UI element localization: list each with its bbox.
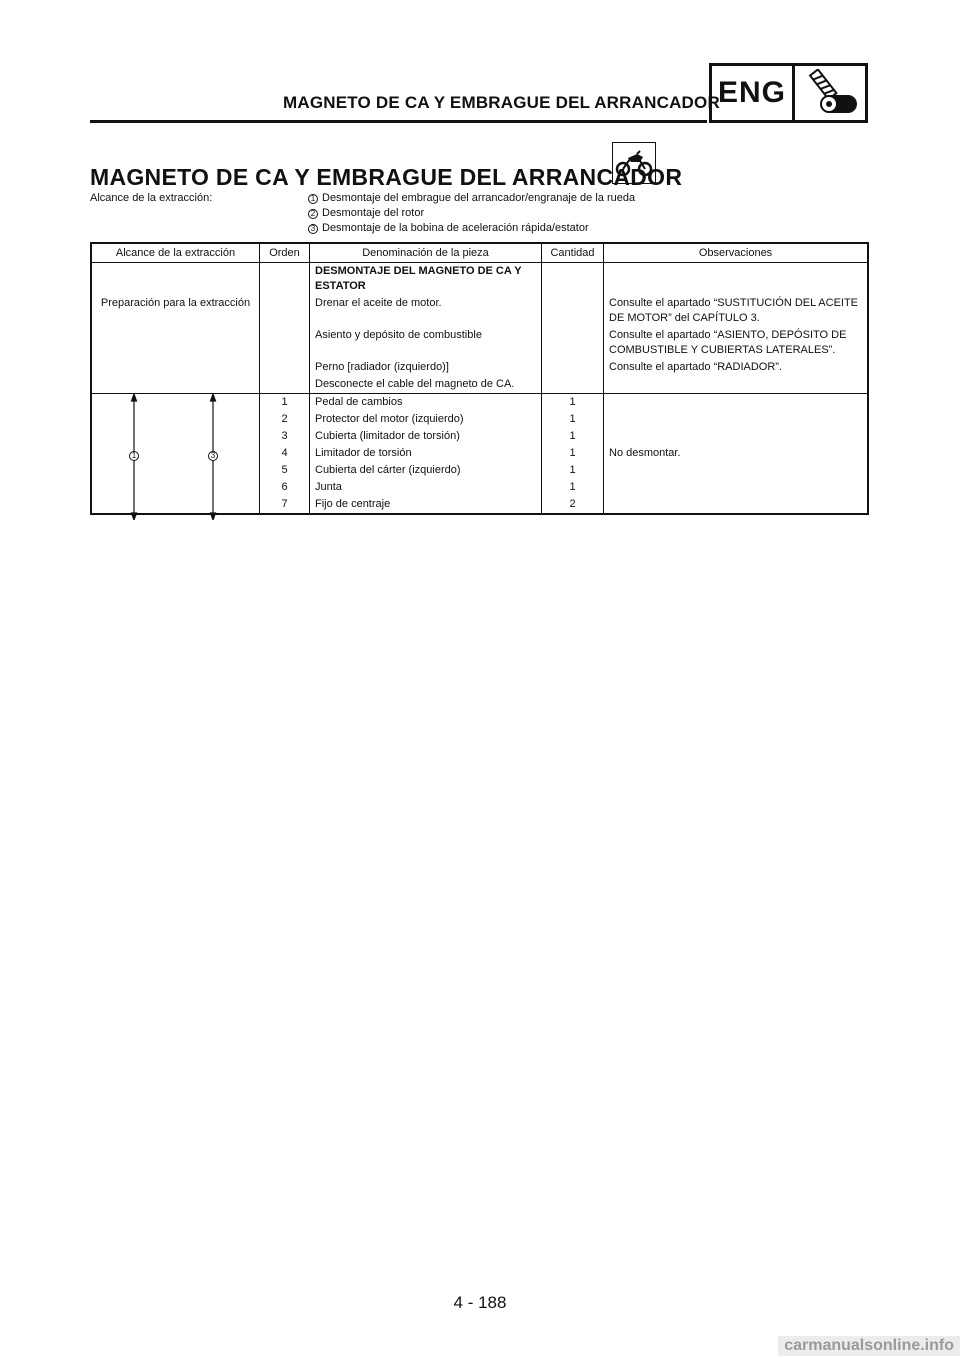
- quantity: 1: [542, 462, 604, 479]
- notes: [604, 479, 869, 496]
- part-name: Desconecte el cable del magneto de CA.: [310, 376, 542, 394]
- notes: No desmontar.: [609, 447, 681, 459]
- col-header-part: Denominación de la pieza: [310, 243, 542, 263]
- parts-table: [90, 242, 869, 515]
- order-number: 5: [260, 462, 310, 479]
- scope-item-text: Desmontaje del embrague del arrancador/engranaje de la rueda: [322, 192, 636, 204]
- scope-item: [308, 191, 635, 206]
- order-number: 7: [260, 496, 310, 514]
- circled-number: 3: [208, 451, 218, 461]
- scope-list: [308, 191, 635, 236]
- part-name: Perno [radiador (izquierdo)]: [310, 359, 542, 376]
- header-rule: [90, 120, 707, 123]
- watermark: carmanualsonline.info: [778, 1336, 960, 1356]
- section-code: ENG: [712, 66, 795, 120]
- quantity: 1: [542, 428, 604, 445]
- col-header-scope: Alcance de la extracción: [91, 243, 260, 263]
- circled-number: 1: [129, 451, 139, 461]
- col-header-qty: Cantidad: [542, 243, 604, 263]
- notes: Consulte el apartado “RADIADOR”.: [609, 361, 783, 373]
- quantity: 1: [542, 445, 604, 462]
- part-name: Asiento y depósito de combustible: [310, 327, 542, 359]
- notes: [604, 411, 869, 428]
- quantity: 1: [542, 411, 604, 428]
- scope-arrows-graphic: [92, 394, 259, 520]
- circled-number: 2: [308, 209, 318, 219]
- notes: [604, 462, 869, 479]
- scope-item: [308, 206, 635, 221]
- order-number: 1: [260, 394, 310, 412]
- notes: [604, 376, 869, 394]
- order-number: 6: [260, 479, 310, 496]
- part-name: Junta: [310, 479, 542, 496]
- running-header-title: MAGNETO DE CA Y EMBRAGUE DEL ARRANCADOR: [283, 93, 720, 112]
- quantity: 2: [542, 496, 604, 514]
- section-heading-row: [91, 263, 868, 296]
- order-number: 2: [260, 411, 310, 428]
- quantity: 1: [542, 479, 604, 496]
- prep-label: Preparación para la extracción: [91, 295, 260, 327]
- page-title: MAGNETO DE CA Y EMBRAGUE DEL ARRANCADOR: [90, 164, 683, 190]
- scope-arrows: [91, 394, 260, 515]
- table-row: [91, 359, 868, 376]
- scope-item: [308, 221, 635, 236]
- circled-number: 3: [308, 224, 318, 234]
- part-name: Pedal de cambios: [310, 394, 542, 412]
- notes: [604, 496, 869, 514]
- part-name: Cubierta (limitador de torsión): [310, 428, 542, 445]
- part-name: Cubierta del cárter (izquierdo): [310, 462, 542, 479]
- notes: [604, 394, 869, 412]
- notes: [604, 428, 869, 445]
- motorcycle-icon: [612, 142, 656, 184]
- section-heading: DESMONTAJE DEL MAGNETO DE CA Y ESTATOR: [310, 263, 542, 296]
- circled-number: 1: [308, 194, 318, 204]
- part-name: Drenar el aceite de motor.: [310, 295, 542, 327]
- col-header-order: Orden: [260, 243, 310, 263]
- table-header-row: [91, 243, 868, 263]
- scope-item-text: Desmontaje del rotor: [322, 207, 425, 219]
- col-header-notes: Observaciones: [604, 243, 869, 263]
- part-name: Protector del motor (izquierdo): [310, 411, 542, 428]
- order-number: 3: [260, 428, 310, 445]
- table-row: [91, 394, 868, 412]
- page-number: 4 - 188: [453, 1293, 507, 1312]
- quantity: 1: [542, 394, 604, 412]
- table-row: [91, 295, 868, 327]
- notes: Consulte el apartado “ASIENTO, DEPÓSITO DE COMBUSTIBLE Y CUBIERTAS LATERALES”.: [609, 329, 847, 356]
- scope-label: Alcance de la extracción:: [90, 192, 213, 204]
- table-row: [91, 327, 868, 359]
- part-name: Fijo de centraje: [310, 496, 542, 514]
- scope-item-text: Desmontaje de la bobina de aceleración rápida/estator: [322, 222, 589, 234]
- section-tab: [709, 63, 868, 123]
- order-number: 4: [260, 445, 310, 462]
- part-name: Limitador de torsión: [310, 445, 542, 462]
- engine-bolt-icon: [795, 66, 865, 120]
- notes: Consulte el apartado “SUSTITUCIÓN DEL ACEITE DE MOTOR” del CAPÍTULO 3.: [609, 297, 859, 324]
- table-row: [91, 376, 868, 394]
